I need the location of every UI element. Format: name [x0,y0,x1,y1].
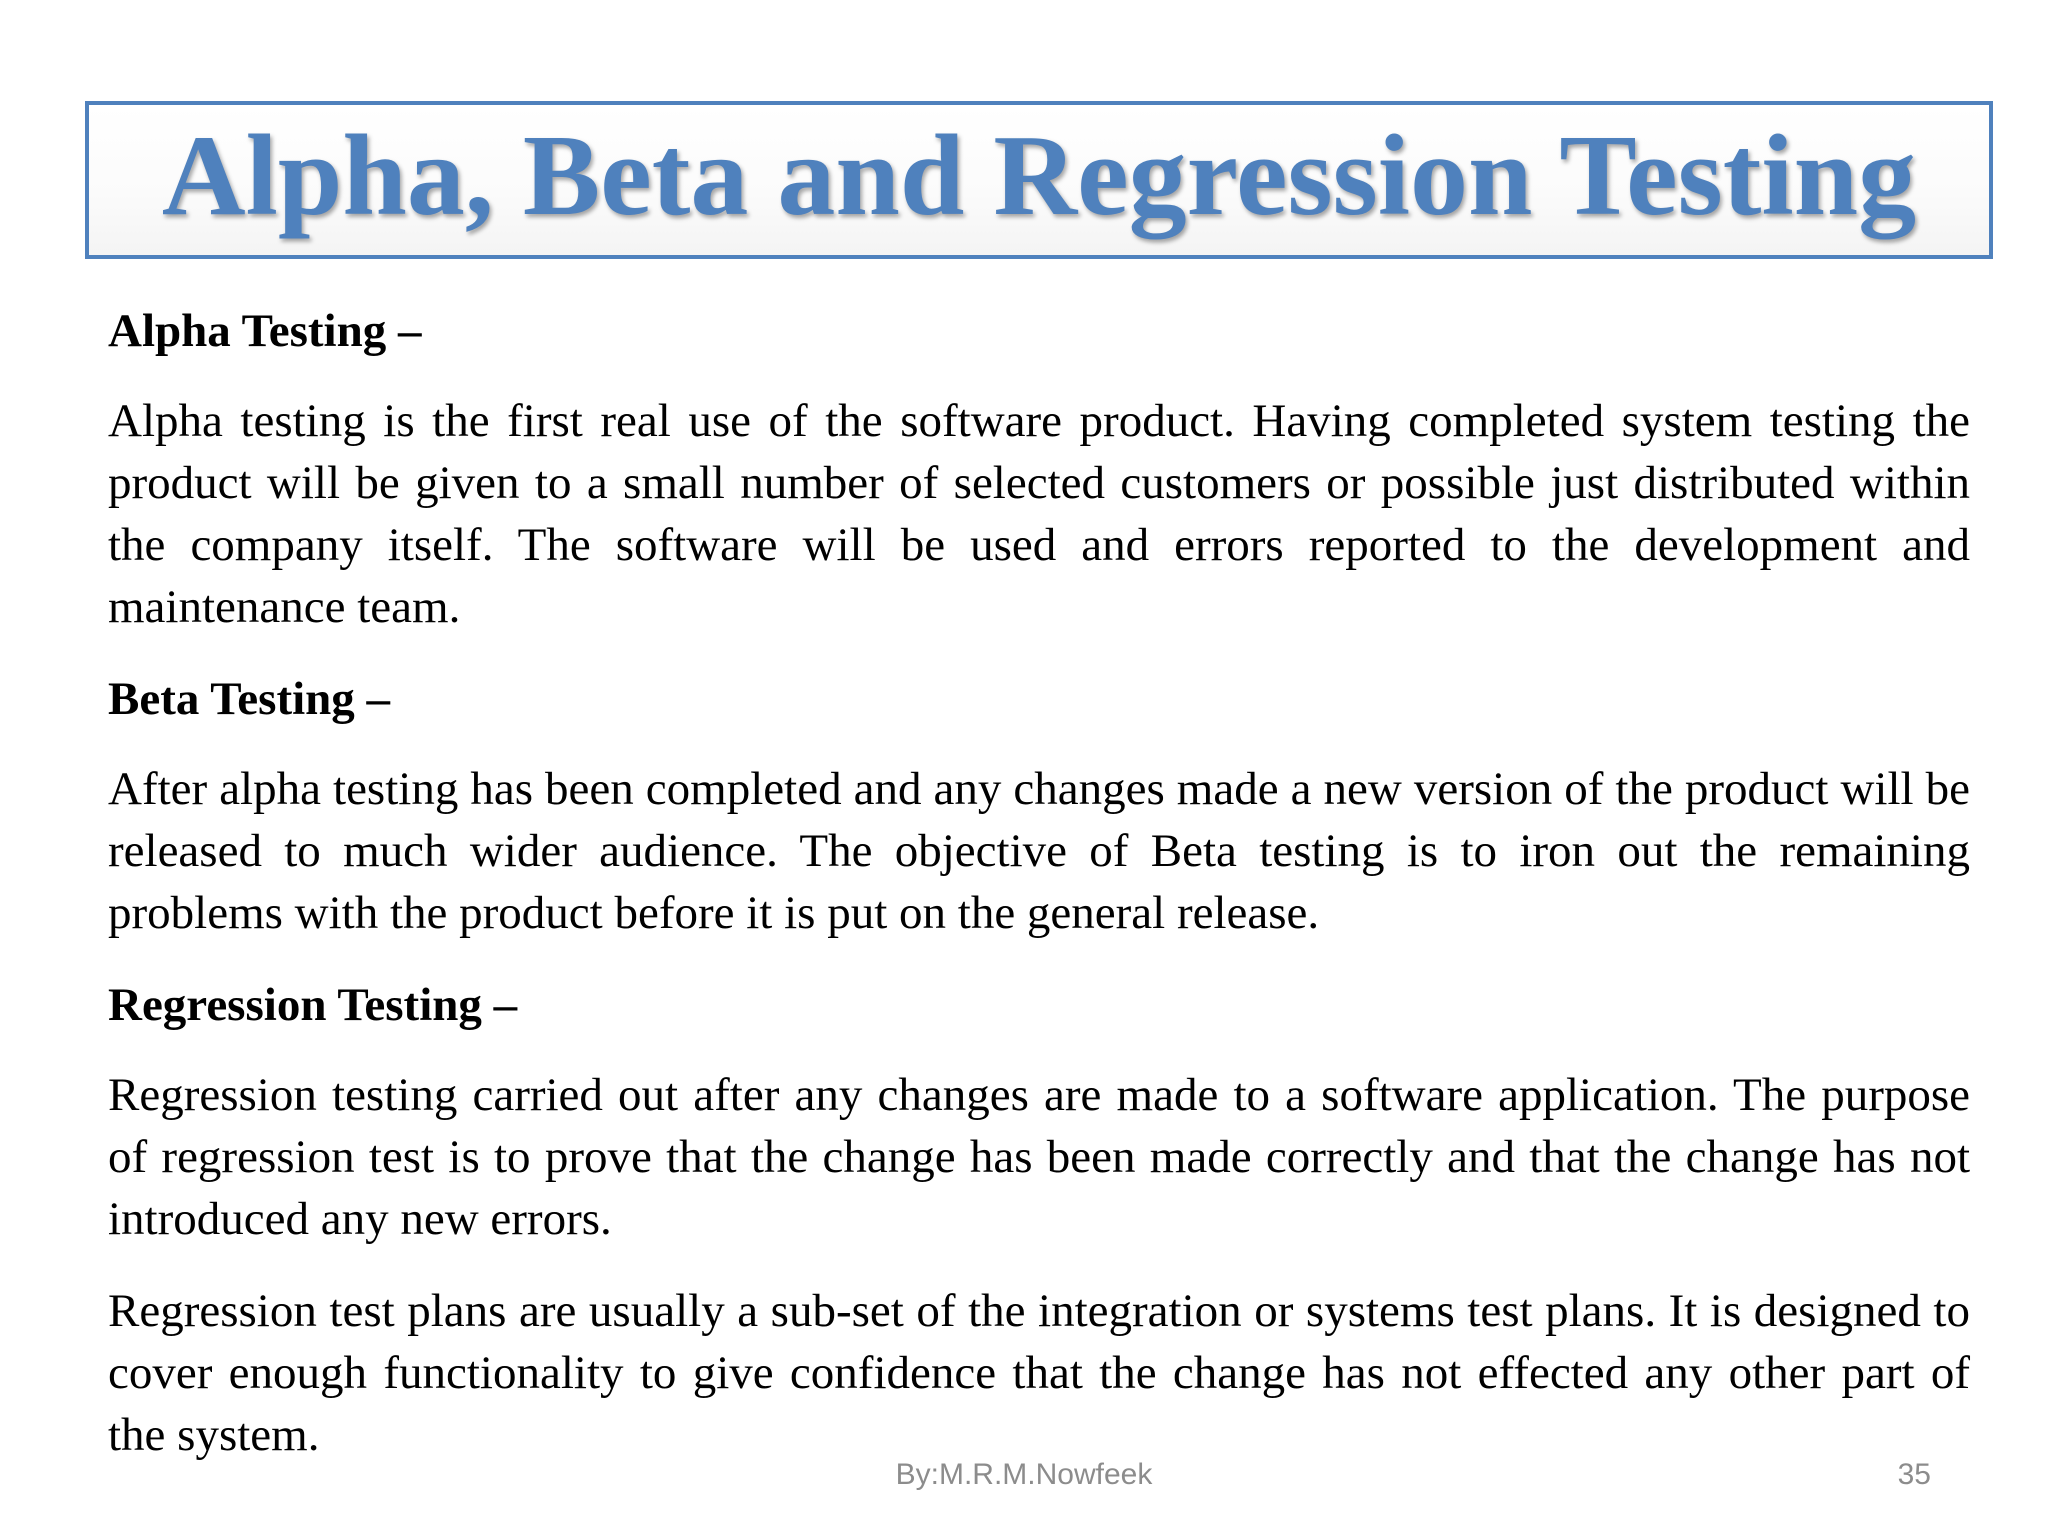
title-box [85,101,1993,259]
paragraph-regression-1: Regression testing carried out after any changes are made to a software application. The purpose of regression test is to prove that the change has been made correctly and that the change has not introduced any new errors. [108,1069,1970,1245]
section-heading-beta: Beta Testing – [108,673,391,725]
page-number: 35 [1897,1458,1931,1491]
slide-title: Alpha, Beta and Regression Testing [161,112,1917,240]
section-heading-regression: Regression Testing – [108,979,518,1031]
paragraph-beta: After alpha testing has been completed and any changes made a new version of the product will be released to much wider audience. The objective of Beta testing is to iron out the remaining problems with the product before it is put on the general release. [108,763,1970,939]
slide-body [108,300,1970,1496]
section-heading-alpha: Alpha Testing – [108,305,422,357]
footer-author: By:M.R.M.Nowfeek [895,1458,1153,1491]
paragraph-alpha: Alpha testing is the first real use of the software product. Having completed system testing the product will be given to a small number of selected customers or possible just distributed within the company itself. The software will be used and errors reported to the development and maintenance team. [108,395,1970,633]
paragraph-regression-2: Regression test plans are usually a sub-set of the integration or systems test plans. It is designed to cover enough functionality to give confidence that the change has not effected any other part of the system. [108,1285,1970,1461]
